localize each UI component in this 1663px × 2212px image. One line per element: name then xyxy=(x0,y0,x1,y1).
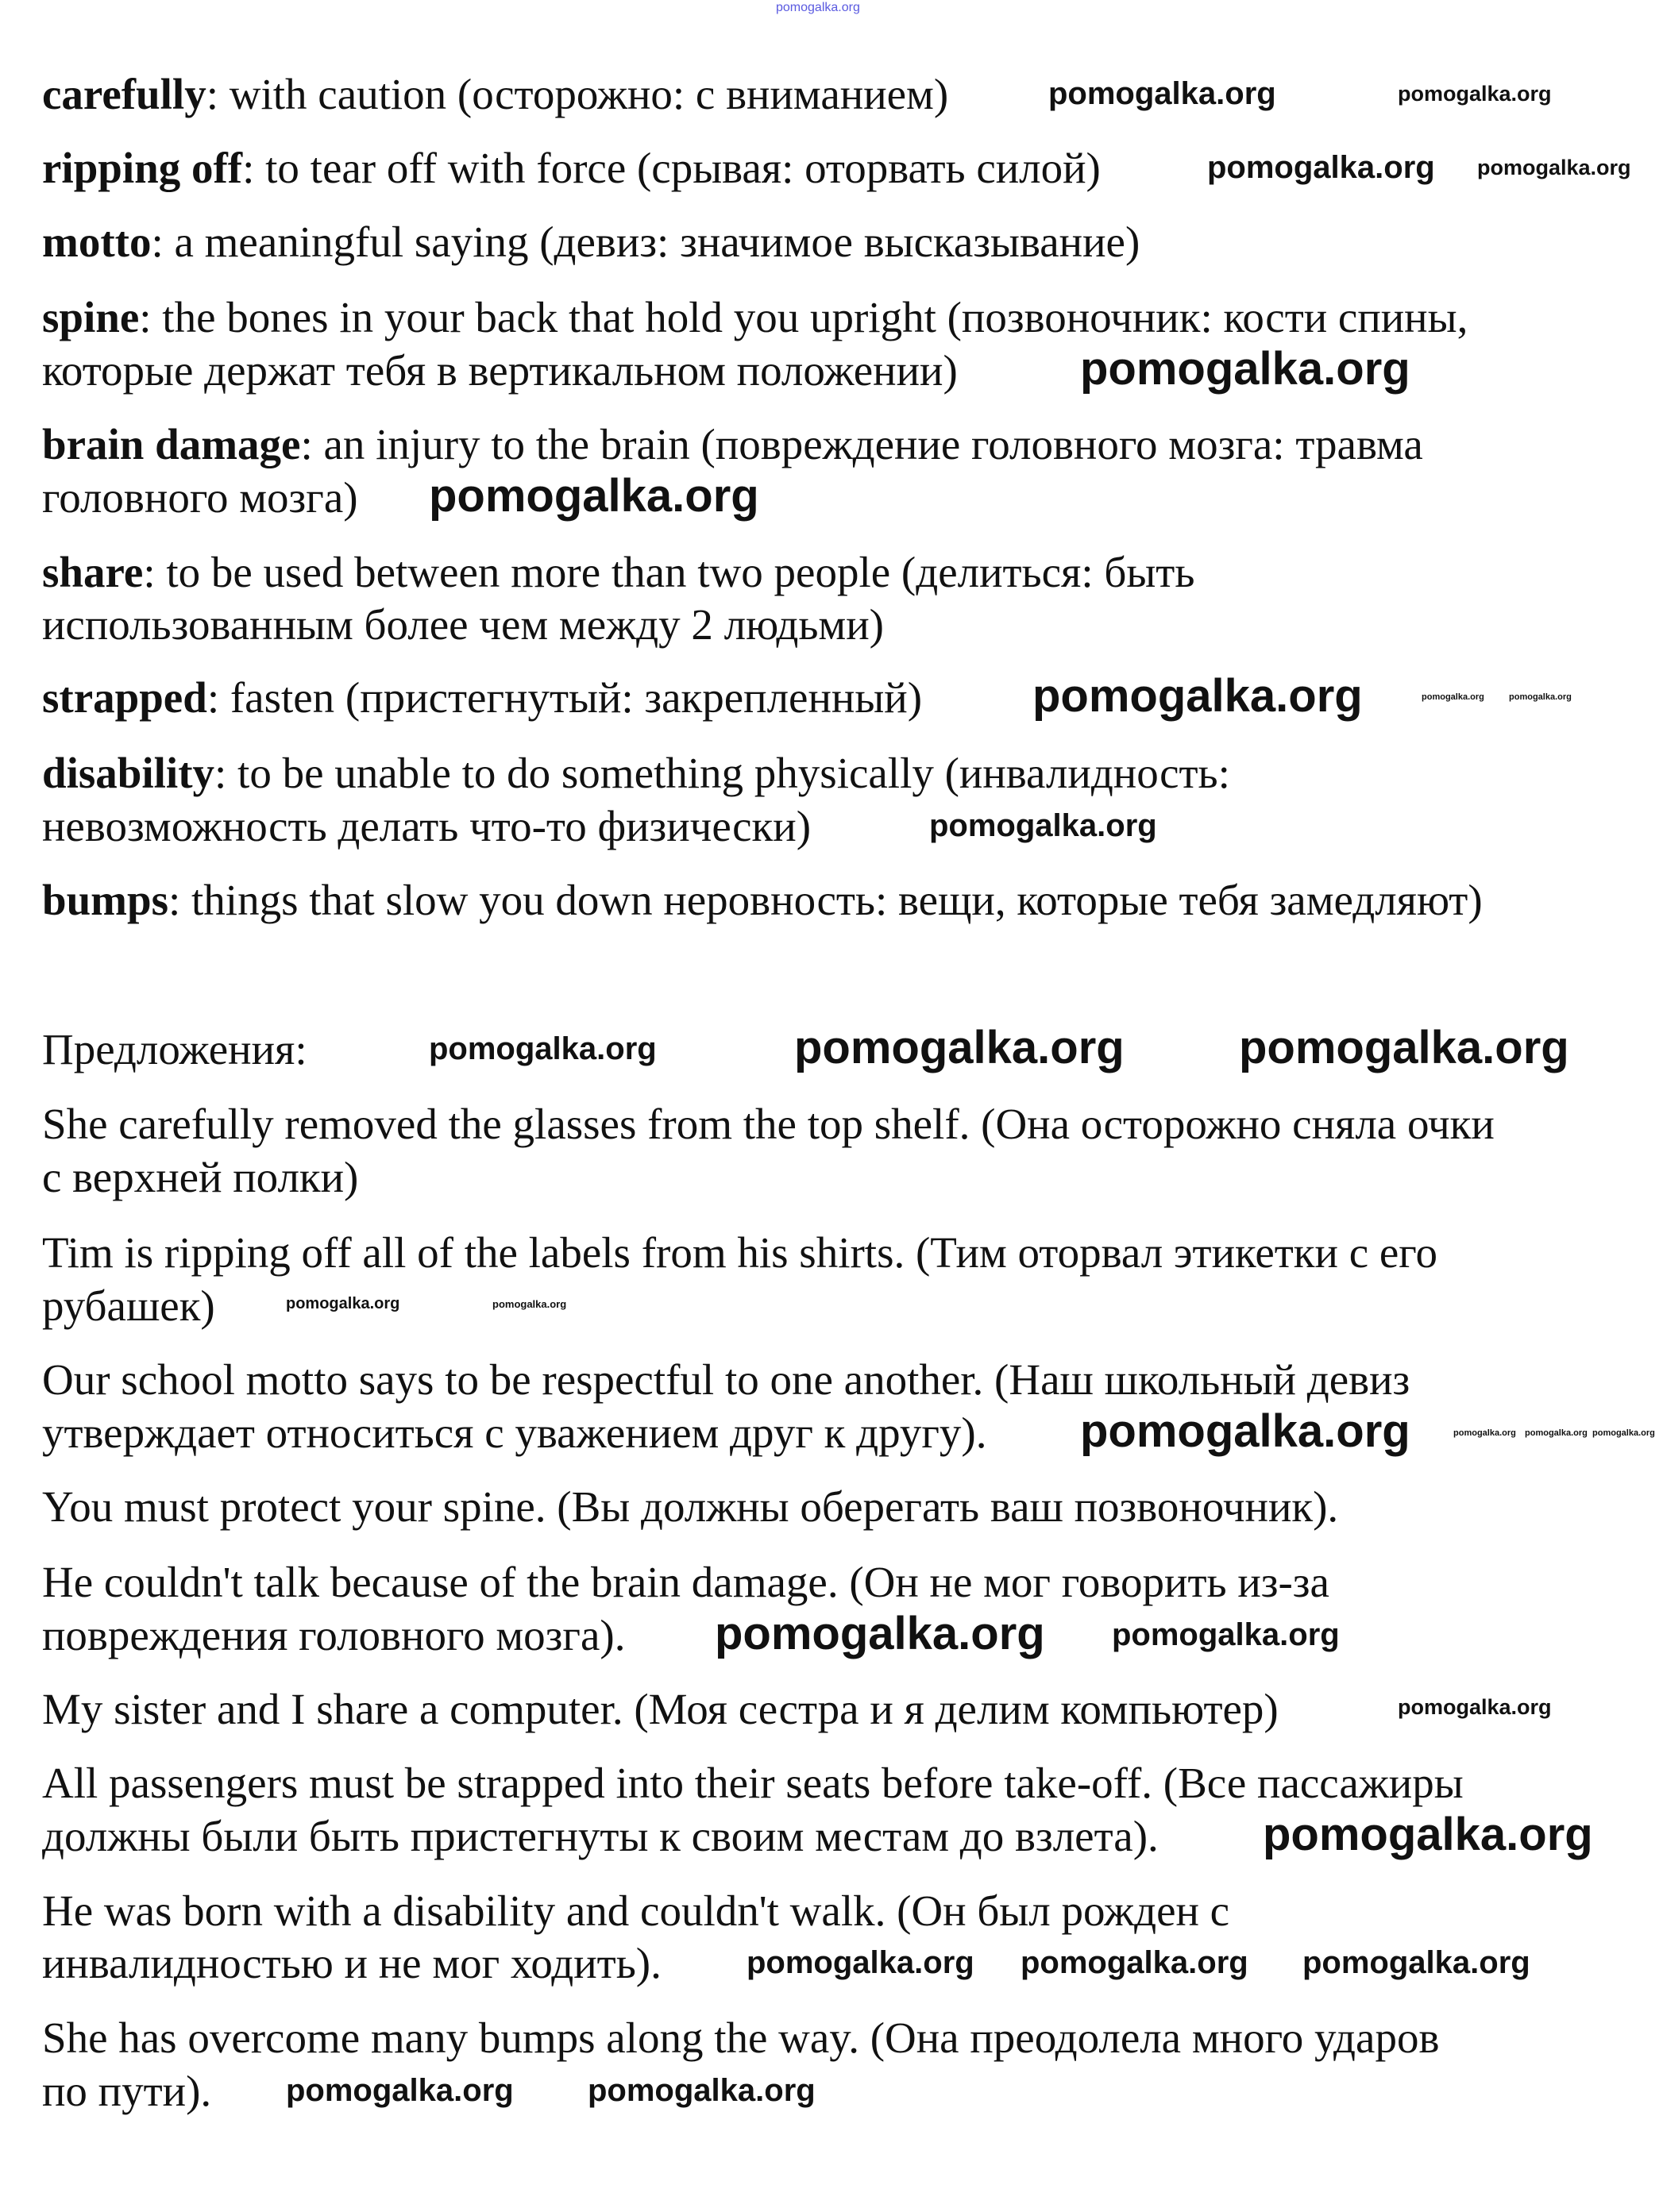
definition-text: : a meaningful saying (девиз: значимое высказывание) xyxy=(151,218,1140,266)
watermark: pomogalka.org xyxy=(929,808,1157,843)
term: brain damage xyxy=(42,420,301,468)
term: share xyxy=(42,548,144,596)
definition-bumps xyxy=(42,876,1483,925)
sentence-line: She carefully removed the glasses from the top shelf. (Она осторожно сняла очки xyxy=(42,1100,1495,1148)
watermark: pomogalka.org xyxy=(1048,76,1276,111)
definition-text: : to be used between more than two people (делиться: быть xyxy=(143,548,1195,596)
definition-text: : to be unable to do something physically (инвалидность: xyxy=(214,749,1230,797)
watermark: pomogalka.org xyxy=(1398,1695,1552,1719)
sentence-line: All passengers must be strapped into their seats before take-off. (Все пассажиры xyxy=(42,1759,1464,1807)
definition-brain-damage xyxy=(42,420,1423,469)
watermark: pomogalka.org xyxy=(1592,1428,1655,1438)
sentence-line: повреждения головного мозга). xyxy=(42,1611,626,1659)
sentence-line: He couldn't talk because of the brain damage. (Он не мог говорить из-за xyxy=(42,1558,1329,1606)
watermark: pomogalka.org xyxy=(492,1298,567,1310)
term: spine xyxy=(42,293,140,341)
definition-text: : an injury to the brain (повреждение головного мозга: травма xyxy=(300,420,1423,468)
definition-share xyxy=(42,548,1194,597)
definition-motto xyxy=(42,218,1140,267)
header-watermark[interactable]: pomogalka.org xyxy=(776,1,860,14)
sentence-line: рубашек) xyxy=(42,1281,215,1330)
watermark: pomogalka.org xyxy=(286,2073,514,2108)
definition-text: : things that slow you down неровность: вещи, которые тебя замедляют) xyxy=(168,876,1483,924)
watermark: pomogalka.org xyxy=(1263,1809,1593,1860)
definition-continuation: использованным более чем между 2 людьми) xyxy=(42,600,884,649)
watermark: pomogalka.org xyxy=(747,1945,974,1980)
definition-disability xyxy=(42,749,1230,798)
watermark: pomogalka.org xyxy=(1112,1617,1340,1652)
watermark: pomogalka.org xyxy=(1453,1428,1516,1438)
sentence-line: инвалидностью и не мог ходить). xyxy=(42,1939,662,1987)
sentence-line: должны были быть пристегнуты к своим местам до взлета). xyxy=(42,1812,1159,1860)
definition-text: : the bones in your back that hold you upright (позвоночник: кости спины, xyxy=(139,293,1468,341)
term: motto xyxy=(42,218,152,266)
watermark: pomogalka.org xyxy=(1422,692,1484,702)
watermark: pomogalka.org xyxy=(794,1022,1125,1073)
term: ripping off xyxy=(42,144,243,192)
sentence-line: You must protect your spine. (Вы должны оберегать ваш позвоночник). xyxy=(42,1482,1339,1531)
watermark: pomogalka.org xyxy=(1239,1022,1569,1073)
sentence-line: He was born with a disability and couldn't walk. (Он был рожден с xyxy=(42,1886,1230,1935)
watermark: pomogalka.org xyxy=(1021,1945,1248,1980)
watermark: pomogalka.org xyxy=(429,1031,657,1066)
definition-continuation: которые держат тебя в вертикальном положении) xyxy=(42,346,958,395)
definition-continuation: головного мозга) xyxy=(42,473,358,522)
sentence-line: She has overcome many bumps along the way. (Она преодолела много ударов xyxy=(42,2014,1440,2062)
term: carefully xyxy=(42,70,206,118)
sentence-line: с верхней полки) xyxy=(42,1153,359,1201)
watermark: pomogalka.org xyxy=(1302,1945,1530,1980)
definition-ripping-off xyxy=(42,144,1101,193)
watermark: pomogalka.org xyxy=(1080,1405,1410,1457)
definition-text: : to tear off with force (срывая: оторвать силой) xyxy=(242,144,1101,192)
sentence-line: Our school motto says to be respectful to one another. (Наш школьный девиз xyxy=(42,1355,1410,1404)
sentence-line: по пути). xyxy=(42,2067,212,2115)
watermark: pomogalka.org xyxy=(1509,692,1572,702)
watermark: pomogalka.org xyxy=(588,2073,816,2108)
watermark: pomogalka.org xyxy=(1398,82,1552,106)
definition-strapped xyxy=(42,673,922,723)
term: bumps xyxy=(42,876,168,924)
watermark: pomogalka.org xyxy=(1207,150,1435,185)
sentence-line: утверждает относиться с уважением друг к другу). xyxy=(42,1409,987,1457)
watermark: pomogalka.org xyxy=(715,1608,1045,1659)
definition-text: : fasten (пристегнутый: закрепленный) xyxy=(206,673,923,722)
sentence-line: Tim is ripping off all of the labels from his shirts. (Тим оторвал этикетки с его xyxy=(42,1228,1437,1277)
definition-continuation: невозможность делать что-то физически) xyxy=(42,802,812,850)
watermark: pomogalka.org xyxy=(1525,1428,1588,1438)
term: disability xyxy=(42,749,215,797)
definition-text: : with caution (осторожно: с вниманием) xyxy=(206,70,949,118)
definition-spine xyxy=(42,293,1468,342)
term: strapped xyxy=(42,673,207,722)
definition-carefully xyxy=(42,70,948,119)
sentences-heading: Предложения: xyxy=(42,1025,307,1073)
watermark: pomogalka.org xyxy=(1477,156,1631,179)
sentence-line: My sister and I share a computer. (Моя сестра и я делим компьютер) xyxy=(42,1685,1279,1733)
watermark: pomogalka.org xyxy=(429,470,759,522)
watermark: pomogalka.org xyxy=(1032,670,1363,722)
watermark: pomogalka.org xyxy=(1080,343,1410,395)
watermark: pomogalka.org xyxy=(286,1295,400,1312)
